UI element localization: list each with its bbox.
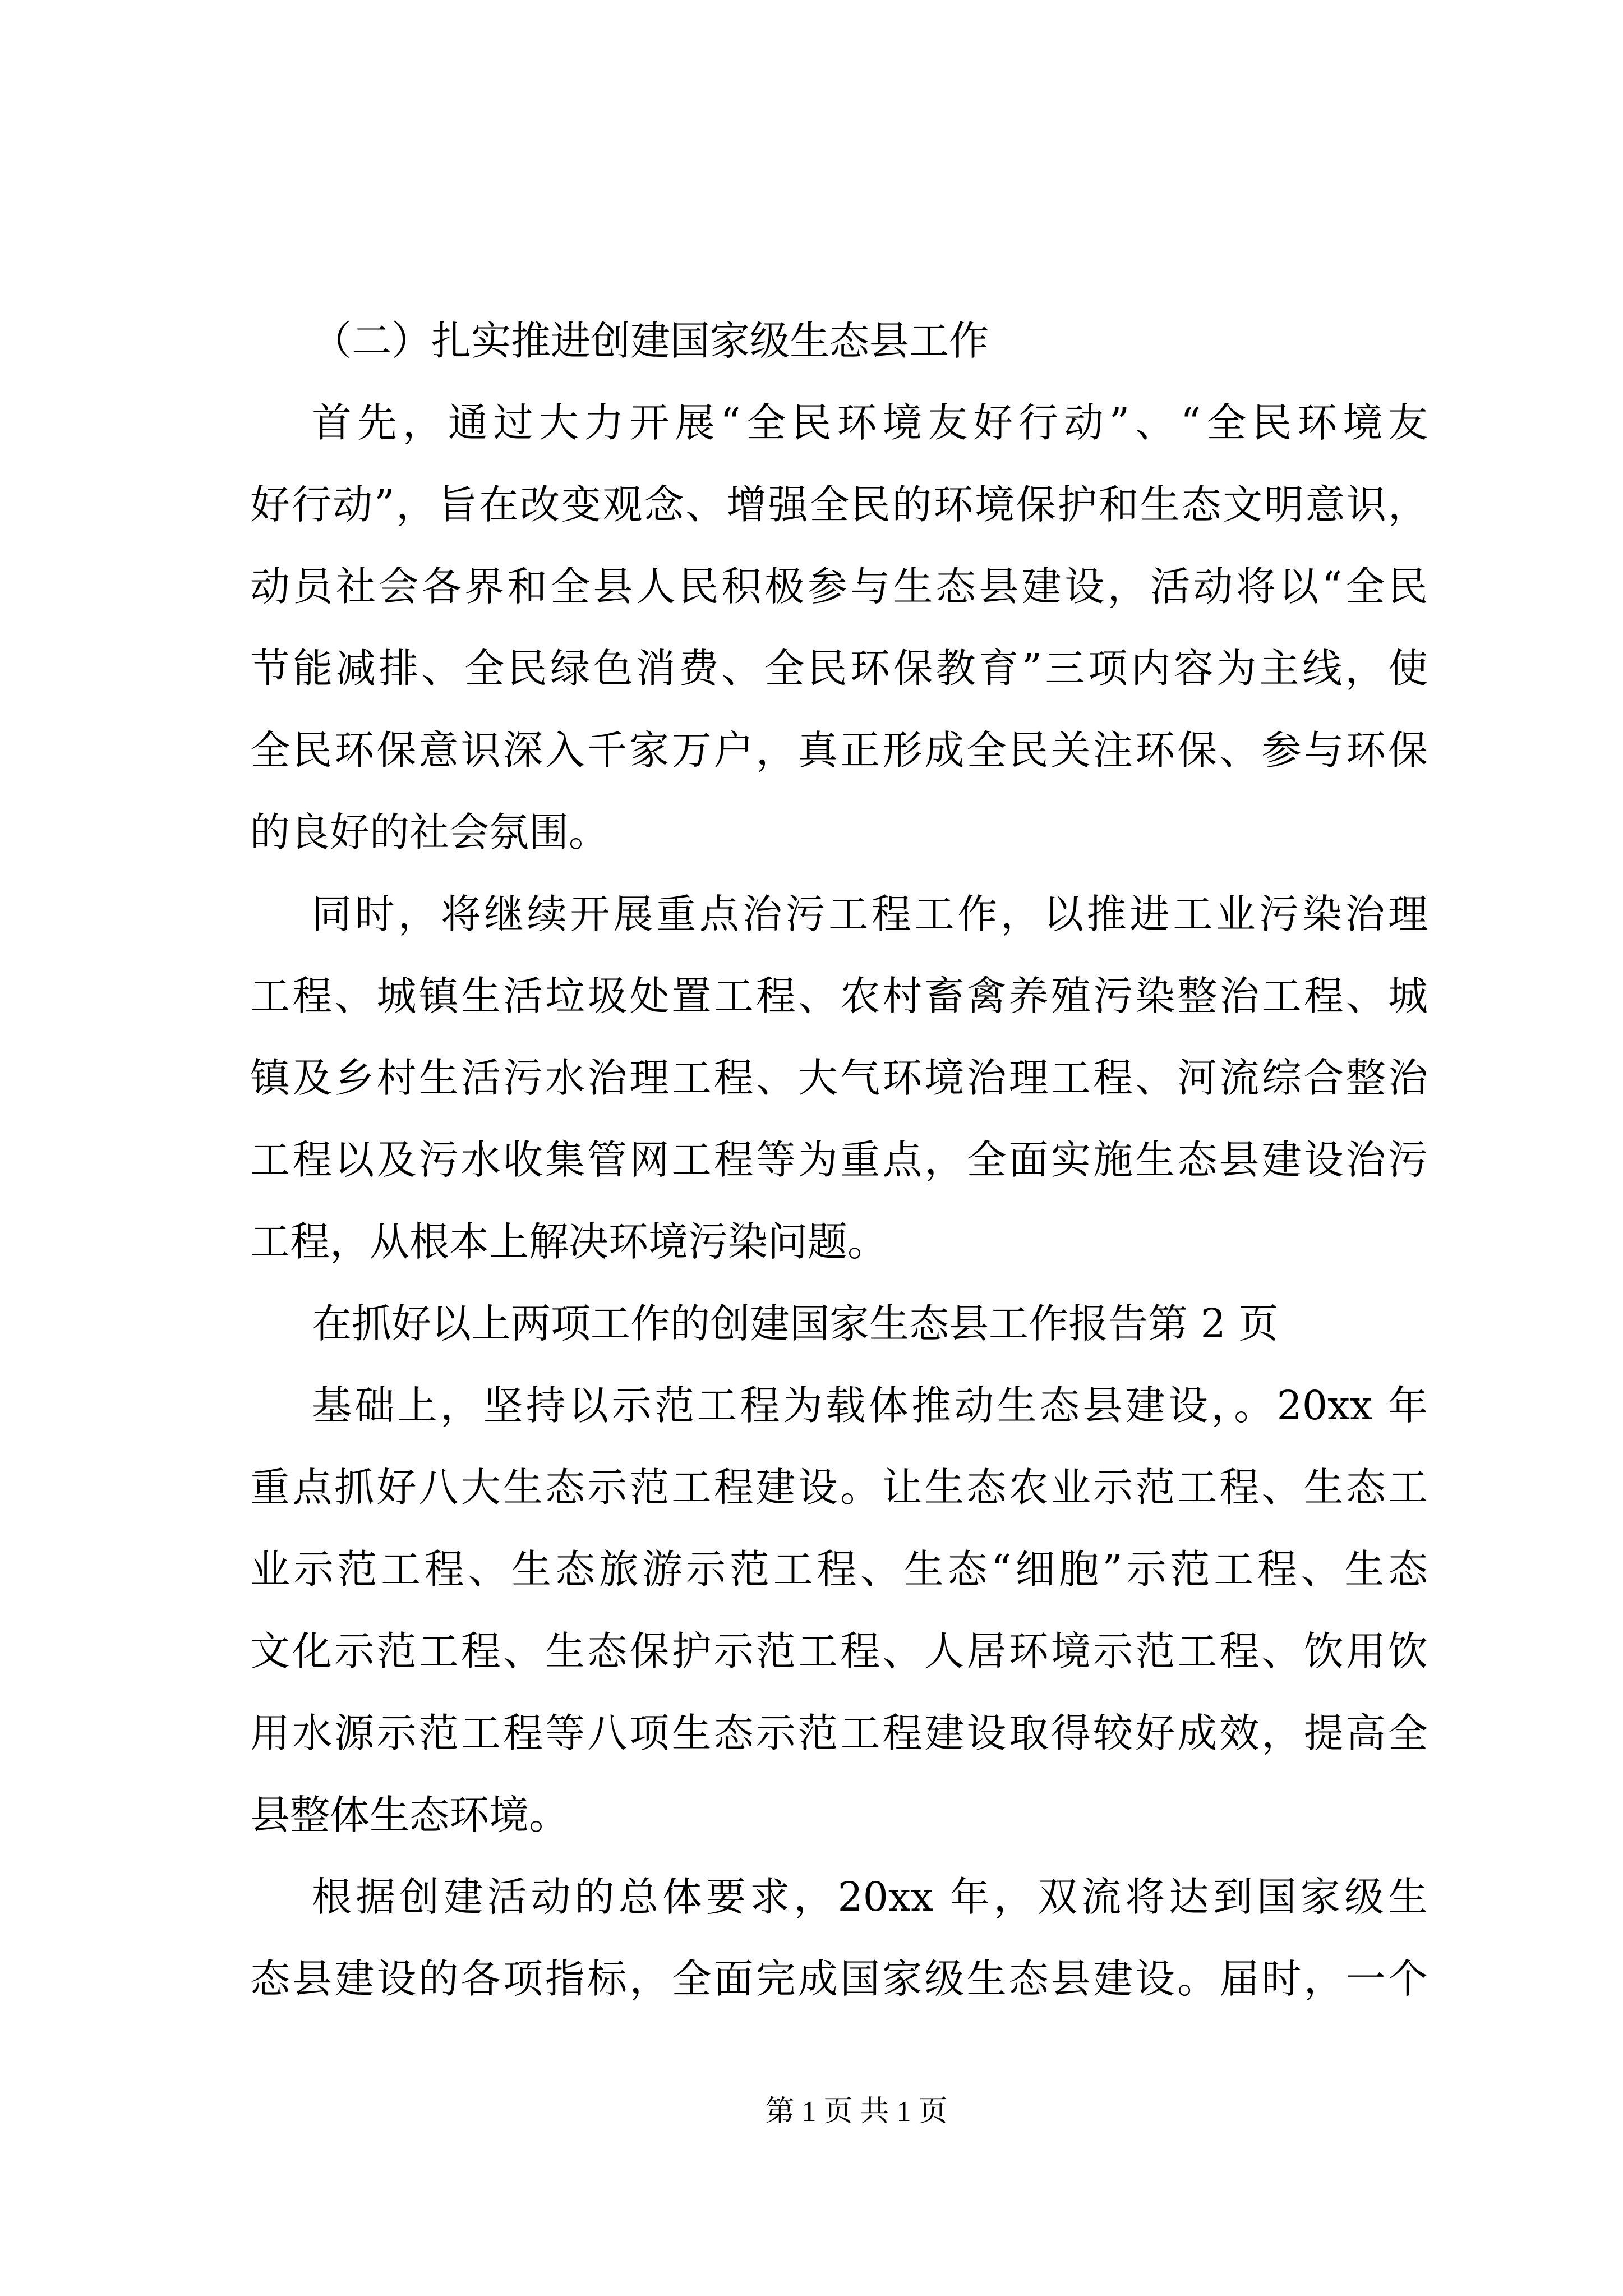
paragraph-line: 同时，将继续开展重点治污工程工作，以推进工业污染治理 [312,891,1428,937]
paragraph-line: 用水源示范工程等八项生态示范工程建设取得较好成效，提高全 [250,1710,1428,1756]
paragraph-environment-action [250,382,1428,873]
paragraph-line: 全民环保意识深入千家万户，真正形成全民关注环保、参与环保 [250,727,1428,774]
paragraph-line: 的良好的社会氛围。 [250,809,609,855]
paragraph-line: 在抓好以上两项工作的创建国家生态县工作报告第 2 页 [312,1300,1279,1347]
section-heading: （二）扎实推进创建国家级生态县工作 [312,318,989,364]
paragraph-line: 重点抓好八大生态示范工程建设。让生态农业示范工程、生态工 [250,1464,1428,1511]
paragraph-line: 文化示范工程、生态保护示范工程、人居环境示范工程、饮用饮 [250,1628,1428,1674]
paragraph-line: 基础上，坚持以示范工程为载体推动生态县建设，。20xx 年 [312,1382,1428,1429]
paragraph-line: 动员社会各界和全县人民积极参与生态县建设，活动将以“全民 [250,563,1428,610]
paragraph-line: 业示范工程、生态旅游示范工程、生态“细胞”示范工程、生态 [250,1546,1428,1593]
page-footer: 第 1 页 共 1 页 [765,2096,948,2128]
paragraph-demonstration-projects [250,1365,1428,1856]
paragraph-line: 工程，从根本上解决环境污染问题。 [250,1218,888,1265]
paragraph-line: 工程、城镇生活垃圾处置工程、农村畜禽养殖污染整治工程、城 [250,973,1428,1019]
paragraph-line: 县整体生态环境。 [250,1792,569,1838]
paragraph-line: 好行动”，旨在改变观念、增强全民的环境保护和生态文明意识， [250,481,1428,528]
document-body [250,300,1428,2020]
paragraph-overall-goal [250,1856,1428,2020]
paragraph-line: 首先，通过大力开展“全民环境友好行动”、“全民环境友 [312,399,1428,446]
paragraph-line: 态县建设的各项指标，全面完成国家级生态县建设。届时，一个 [250,1955,1428,2002]
paragraph-page-break-note [250,1283,1428,1365]
paragraph-line: 镇及乡村生活污水治理工程、大气环境治理工程、河流综合整治 [250,1055,1428,1101]
paragraph-line: 根据创建活动的总体要求，20xx 年，双流将达到国家级生 [312,1874,1428,1920]
paragraph-pollution-control [250,873,1428,1283]
paragraph-line: 工程以及污水收集管网工程等为重点，全面实施生态县建设治污 [250,1137,1428,1183]
paragraph-line: 节能减排、全民绿色消费、全民环保教育”三项内容为主线，使 [250,645,1428,692]
